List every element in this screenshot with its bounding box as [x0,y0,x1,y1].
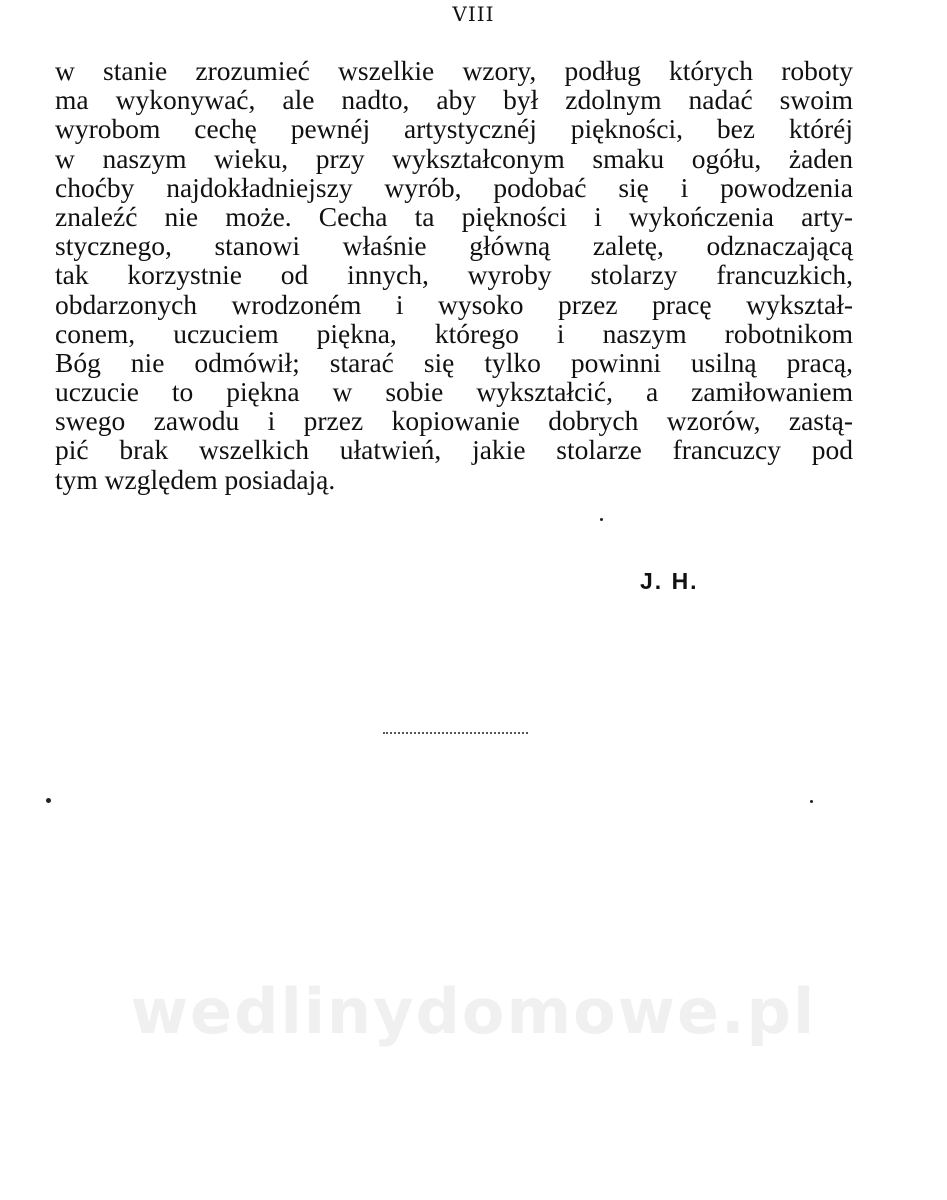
speck [46,798,51,803]
signature: J. H. [640,568,699,594]
speck [810,800,813,803]
text-line: tym względem posiadają. [55,463,336,495]
text-line: swego zawodu i przez kopiowanie dobrych wzorów, zastą- [55,405,853,437]
watermark: wedlinydomowe.pl [130,975,817,1048]
end-divider [383,732,528,734]
text-line: tak korzystnie od innych, wyroby stolarzy francuzkich, [55,259,853,291]
text-line: stycznego, stanowi właśnie główną zaletę, odznaczającą [55,230,853,262]
text-line: w naszym wieku, przy wykształconym smaku ogółu, żaden [55,142,853,174]
text-line: wyrobom cechę pewnéj artystycznéj piękności, bez któréj [55,113,853,145]
text-line: conem, uczuciem piękna, którego i naszym robotnikom [55,317,853,349]
text-line: w stanie zrozumieć wszelkie wzory, podług których roboty [55,55,853,86]
text-line: choćby najdokładniejszy wyrób, podobać się i powodzenia [55,171,853,203]
text-line: znaleźć nie może. Cecha ta piękności i wykończenia arty- [55,200,853,232]
speck [600,518,603,521]
text-line: obdarzonych wrodzoném i wysoko przez pracę wykształ- [55,288,853,320]
text-line: pić brak wszelkich ułatwień, jakie stolarze francuzcy pod [55,434,853,466]
text-line: uczucie to piękna w sobie wykształcić, a zamiłowaniem [55,376,853,408]
body-paragraph [55,56,853,494]
text-line: Bóg nie odmówił; starać się tylko powinni usilną pracą, [55,346,853,378]
page-number: VIII [452,2,495,26]
text-line: ma wykonywać, ale nadto, aby był zdolnym nadać swoim [55,84,853,116]
